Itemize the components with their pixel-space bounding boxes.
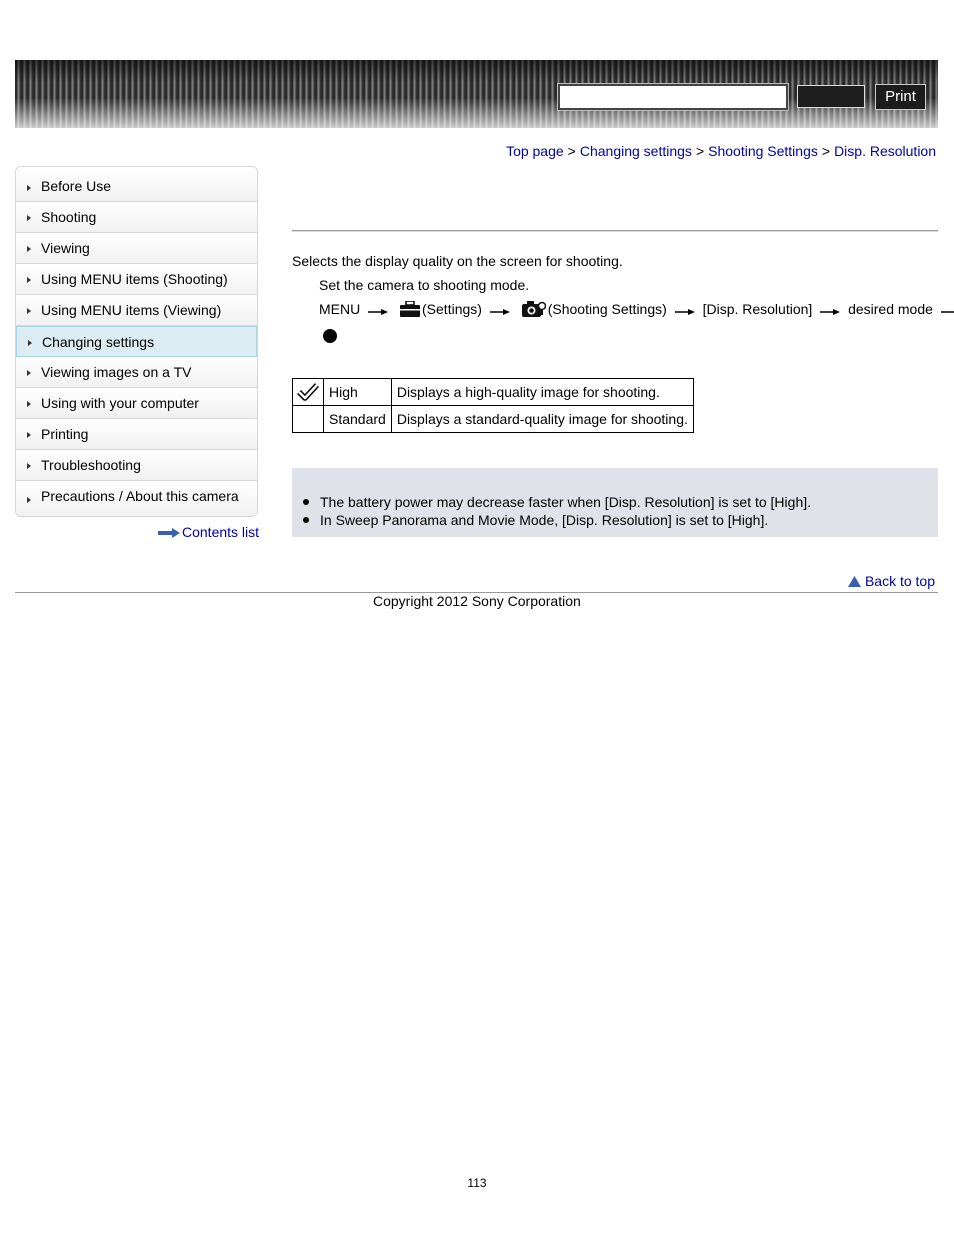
menu-label: MENU xyxy=(319,301,361,318)
contents-list-label: Contents list xyxy=(182,524,260,540)
arrow-right-icon xyxy=(27,277,31,283)
search-input[interactable] xyxy=(558,84,788,110)
sidebar-item-label: Using MENU items (Shooting) xyxy=(41,271,228,287)
bullet-icon xyxy=(303,517,309,523)
sidebar-item-label: Shooting xyxy=(41,209,97,225)
desired-mode-label: desired mode xyxy=(848,301,933,318)
default-check-cell xyxy=(293,406,324,433)
checkmark-icon xyxy=(297,383,319,399)
arrow-right-icon xyxy=(368,303,388,319)
arrow-right-icon xyxy=(27,185,31,191)
copyright-text: Copyright 2012 Sony Corporation xyxy=(373,593,581,609)
table-row xyxy=(293,406,694,433)
step-1-text: Set the camera to shooting mode. xyxy=(319,277,530,293)
triangle-up-icon xyxy=(848,573,861,589)
sidebar-item-changing-settings[interactable] xyxy=(16,326,257,357)
header-banner xyxy=(15,60,938,128)
back-to-top-link[interactable] xyxy=(848,573,935,589)
sidebar-item-label: Before Use xyxy=(41,178,112,194)
settings-label: (Settings) xyxy=(422,301,482,318)
sidebar-item-viewing[interactable] xyxy=(16,233,257,264)
toolbox-settings-icon xyxy=(400,301,420,320)
sidebar-item-label: Viewing images on a TV xyxy=(41,364,192,380)
print-button[interactable]: Print xyxy=(875,84,926,110)
note-item: In Sweep Panorama and Movie Mode, [Disp. Resolution] is set to [High]. xyxy=(320,512,769,528)
sidebar-item-computer[interactable] xyxy=(16,388,257,419)
sidebar-item-label: Viewing xyxy=(41,240,90,256)
arrow-right-icon xyxy=(27,497,31,503)
sidebar-item-label: Changing settings xyxy=(42,334,155,350)
sidebar-item-menu-viewing[interactable] xyxy=(16,295,257,326)
arrow-right-icon xyxy=(27,308,31,314)
options-table xyxy=(292,378,694,433)
search-button[interactable] xyxy=(797,85,865,108)
breadcrumb-separator: > xyxy=(695,143,705,159)
arrow-right-icon xyxy=(27,401,31,407)
center-button-icon xyxy=(323,329,337,343)
header-shade xyxy=(15,60,938,82)
table-row xyxy=(293,379,694,406)
arrow-right-icon xyxy=(27,432,31,438)
contents-list-link[interactable] xyxy=(158,524,259,541)
disp-resolution-label: [Disp. Resolution] xyxy=(702,301,813,318)
page-number: 113 xyxy=(467,1176,487,1190)
arrow-right-icon xyxy=(941,303,954,319)
option-name: High xyxy=(324,379,392,406)
sidebar-item-label: Using with your computer xyxy=(41,395,199,411)
sidebar-item-printing[interactable] xyxy=(16,419,257,450)
shooting-settings-label: (Shooting Settings) xyxy=(547,301,667,318)
note-item: The battery power may decrease faster when [Disp. Resolution] is set to [High]. xyxy=(320,494,812,510)
breadcrumb-shooting-settings[interactable]: Shooting Settings xyxy=(708,143,818,159)
option-description: Displays a standard-quality image for shooting. xyxy=(391,406,693,433)
breadcrumb xyxy=(506,143,936,159)
sidebar-item-viewing-tv[interactable] xyxy=(16,357,257,388)
breadcrumb-separator: > xyxy=(821,143,831,159)
arrow-right-icon xyxy=(28,340,32,346)
arrow-right-icon xyxy=(675,303,695,319)
sidebar-item-before-use[interactable] xyxy=(16,167,257,202)
arrow-right-icon xyxy=(820,303,840,319)
sidebar-item-precautions[interactable] xyxy=(16,481,257,516)
back-to-top-label: Back to top xyxy=(864,573,935,589)
sidebar-item-shooting[interactable] xyxy=(16,202,257,233)
arrow-right-icon xyxy=(27,215,31,221)
breadcrumb-top-page[interactable]: Top page xyxy=(506,143,564,159)
arrow-right-icon xyxy=(158,525,180,541)
sidebar-item-label: Using MENU items (Viewing) xyxy=(41,302,222,318)
arrow-right-icon xyxy=(27,246,31,252)
sidebar-item-troubleshooting[interactable] xyxy=(16,450,257,481)
camera-settings-icon xyxy=(522,300,546,321)
arrow-right-icon xyxy=(27,463,31,469)
sidebar-item-label: Troubleshooting xyxy=(41,457,141,473)
title-divider xyxy=(292,230,938,232)
sidebar-item-label: Precautions / About this camera xyxy=(41,488,239,504)
breadcrumb-changing-settings[interactable]: Changing settings xyxy=(579,143,692,159)
breadcrumb-disp-resolution[interactable]: Disp. Resolution xyxy=(834,143,936,159)
breadcrumb-separator: > xyxy=(567,143,576,159)
bullet-icon xyxy=(303,499,309,505)
option-description: Displays a high-quality image for shooting. xyxy=(391,379,693,406)
default-check-cell xyxy=(293,379,324,406)
arrow-right-icon xyxy=(490,303,510,319)
sidebar-item-menu-shooting[interactable] xyxy=(16,264,257,295)
step-2-menu-path xyxy=(319,300,954,321)
intro-text: Selects the display quality on the screen for shooting. xyxy=(292,253,623,269)
sidebar-nav xyxy=(15,166,258,517)
option-name: Standard xyxy=(324,406,392,433)
sidebar-item-label: Printing xyxy=(41,426,89,442)
arrow-right-icon xyxy=(27,370,31,376)
